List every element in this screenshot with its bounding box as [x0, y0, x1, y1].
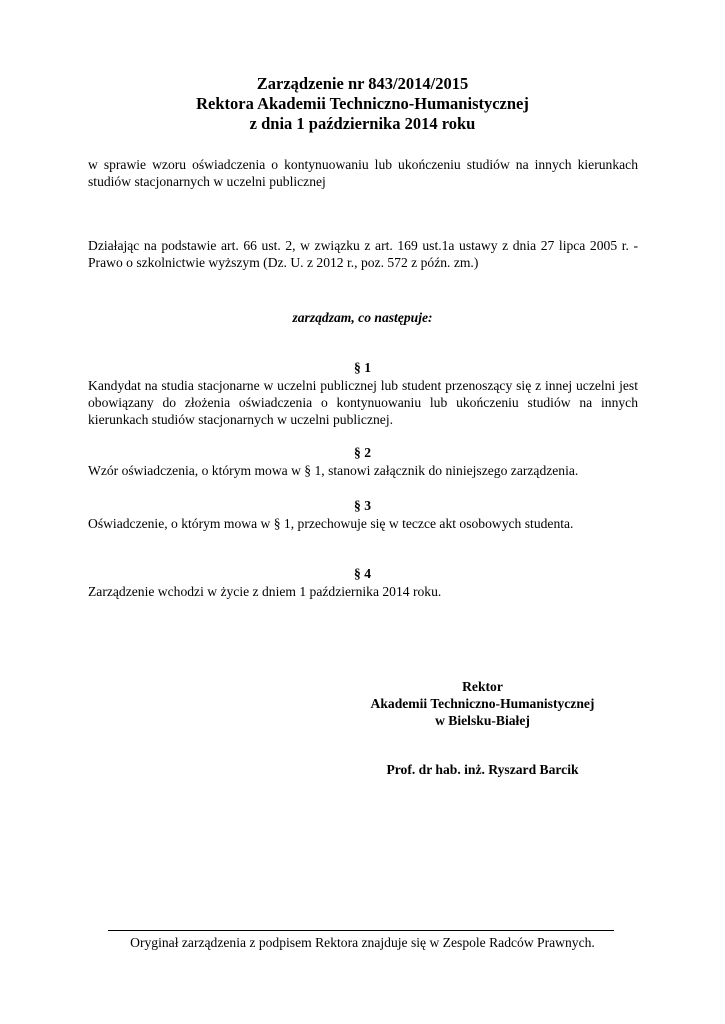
- title-line-authority: Rektora Akademii Techniczno-Humanistycznej: [196, 94, 529, 113]
- signature-city: w Bielsku-Białej: [435, 713, 530, 728]
- footer-divider: [108, 930, 614, 931]
- footer-note: Oryginał zarządzenia z podpisem Rektora znajduje się w Zespole Radców Prawnych.: [130, 935, 595, 950]
- signature-title: Rektor: [462, 679, 503, 694]
- legal-basis: Działając na podstawie art. 66 ust. 2, w związku z art. 169 ust.1a ustawy z dnia 27 lipca 2005 r. - Prawo o szkolnictwie wyższym (Dz. U. z 2012 r., poz. 572 z późn. zm.): [88, 238, 638, 270]
- document-subject: w sprawie wzoru oświadczenia o kontynuowaniu lub ukończeniu studiów na innych kierunkach studiów stacjonarnych w uczelni publicznej: [88, 157, 638, 189]
- signature-institution: Akademii Techniczno-Humanistycznej: [370, 696, 595, 711]
- signature-block: [345, 678, 620, 729]
- section-2-mark: § 2: [354, 445, 371, 460]
- section-1-text: Kandydat na studia stacjonarne w uczelni publicznej lub student przenoszący się z innej uczelni jest obowiązany do złożenia oświadczenia o kontynuowaniu lub ukończeniu studiów na innych kierunkach studiów stacjonarnych w uczelni publicznej.: [88, 378, 638, 427]
- document-title: [0, 74, 725, 134]
- section-3-mark: § 3: [354, 498, 371, 513]
- section-1-mark: § 1: [354, 360, 371, 375]
- title-line-number: Zarządzenie nr 843/2014/2015: [256, 74, 469, 93]
- section-4-text: Zarządzenie wchodzi w życie z dniem 1 października 2014 roku.: [88, 584, 442, 599]
- decree-phrase: zarządzam, co następuje:: [292, 310, 433, 325]
- signer-name: Prof. dr hab. inż. Ryszard Barcik: [386, 762, 579, 777]
- section-4-mark: § 4: [354, 566, 371, 581]
- section-2-text: Wzór oświadczenia, o którym mowa w § 1, stanowi załącznik do niniejszego zarządzenia.: [88, 463, 579, 478]
- title-line-date: z dnia 1 października 2014 roku: [249, 114, 476, 133]
- section-3-text: Oświadczenie, o którym mowa w § 1, przechowuje się w teczce akt osobowych studenta.: [88, 516, 574, 531]
